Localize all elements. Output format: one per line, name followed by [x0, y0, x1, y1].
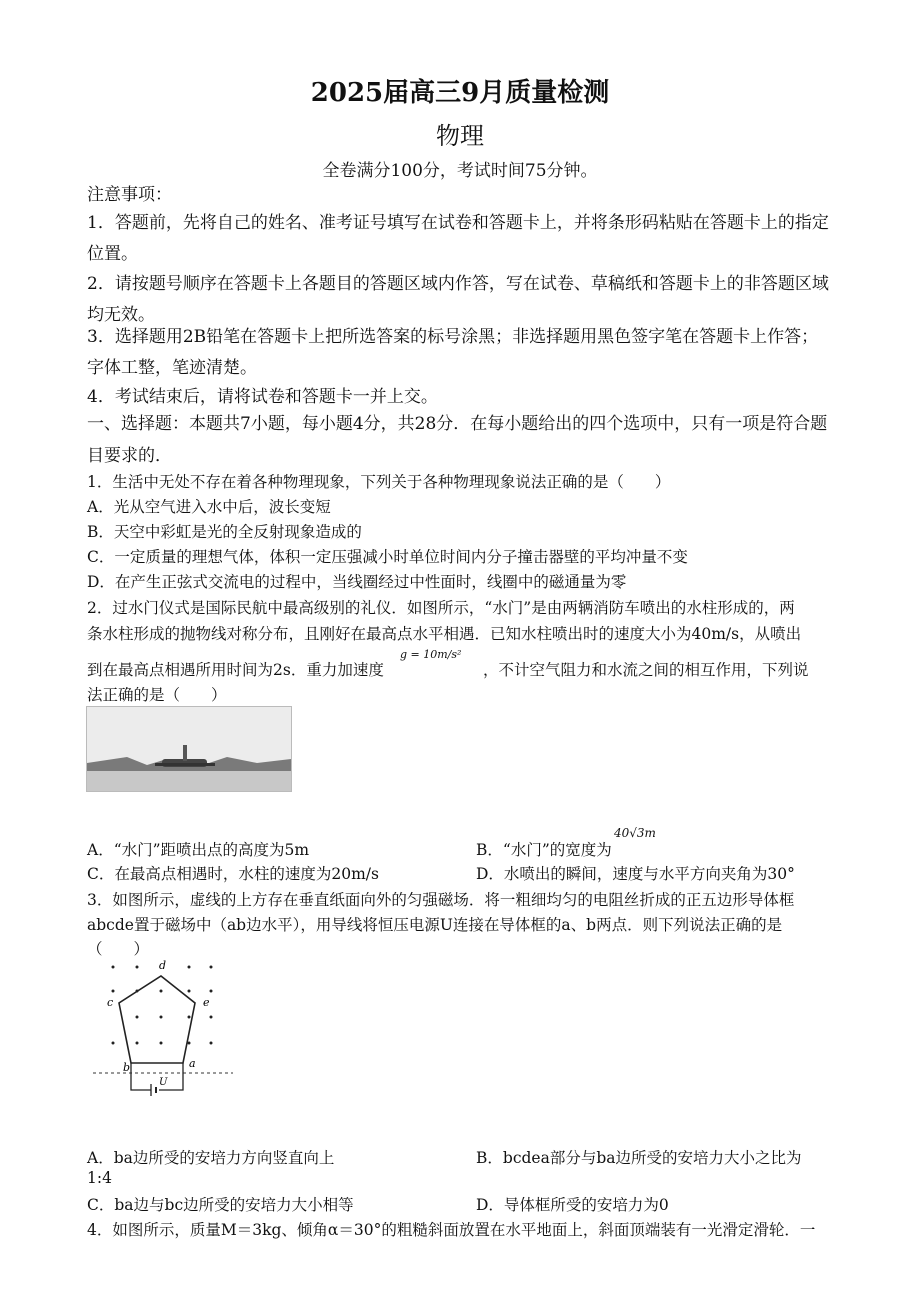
q2-option-c: C．在最高点相遇时，水柱的速度为20m/s — [87, 865, 379, 883]
notice-4: 4．考试结束后，请将试卷和答题卡一并上交。 — [87, 387, 438, 407]
section-heading: 一、选择题：本题共7小题，每小题4分，共28分．在每小题给出的四个选项中，只有一项是符合题目要求的． — [87, 414, 828, 466]
q4-line1: 4．如图所示，质量M＝3kg、倾角α＝30°的粗糙斜面放置在水平地面上，斜面顶端装有一光滑定滑轮．一 — [87, 1221, 816, 1239]
airplane-scene-illustration — [87, 707, 291, 791]
label-a: a — [189, 1057, 196, 1070]
q3-option-b: B．bcdea部分与ba边所受的安培力大小之比为 — [476, 1149, 802, 1167]
q3-option-c: C．ba边与bc边所受的安培力大小相等 — [87, 1196, 354, 1214]
exam-title: 2025届高三9月质量检测 — [310, 78, 610, 108]
q2-line3a: 到在最高点相遇所用时间为2s．重力加速度 — [87, 661, 384, 679]
q3-line1: 3．如图所示，虚线的上方存在垂直纸面向外的匀强磁场．将一粗细均匀的电阻丝折成的正五边形导体框 — [87, 891, 795, 909]
exam-info: 全卷满分100分，考试时间75分钟。 — [322, 161, 598, 181]
q3-line3: （ ） — [87, 940, 150, 958]
label-e: e — [203, 996, 210, 1009]
q2-line4: 法正确的是（ ） — [87, 686, 227, 704]
water-gate-photo — [86, 706, 292, 792]
label-d: d — [159, 959, 167, 972]
label-b: b — [123, 1061, 131, 1074]
notice-3: 3．选择题用2B铅笔在答题卡上把所选答案的标号涂黑；非选择题用黑色签字笔在答题卡上作答；字体工整，笔迹清楚。 — [87, 327, 819, 378]
q2-line1: 2．过水门仪式是国际民航中最高级别的礼仪．如图所示，“水门”是由两辆消防车喷出的水柱形成的，两 — [87, 599, 795, 617]
q3-option-d: D．导体框所受的安培力为0 — [476, 1196, 669, 1214]
q2-option-a: A．“水门”距喷出点的高度为5m — [87, 841, 310, 859]
q2-line3b: ，不计空气阻力和水流之间的相互作用，下列说 — [483, 661, 809, 679]
q3-line2: abcde置于磁场中（ab边水平），用导线将恒压电源U连接在导体框的a、b两点．则下列说法正确的是 — [87, 916, 783, 934]
q2-option-b: B．“水门”的宽度为 — [476, 841, 612, 859]
q1-option-b: B．天空中彩虹是光的全反射现象造成的 — [87, 523, 362, 541]
q1-option-c: C．一定质量的理想气体，体积一定压强减小时单位时间内分子撞击器壁的平均冲量不变 — [87, 548, 688, 566]
q1-stem: 1．生活中无处不存在着各种物理现象，下列关于各种物理现象说法正确的是（ ） — [87, 473, 671, 491]
q2-gravity-formula: g = 10m/s² — [400, 648, 462, 661]
notice-1: 1．答题前，先将自己的姓名、准考证号填写在试卷和答题卡上，并将条形码粘贴在答题卡上的指定位置。 — [87, 213, 829, 264]
q2-option-d: D．水喷出的瞬间，速度与水平方向夹角为30° — [476, 865, 795, 883]
label-u: U — [159, 1077, 168, 1088]
pentagon-diagram — [93, 955, 233, 1110]
notice-heading: 注意事项： — [87, 185, 172, 205]
label-c: c — [107, 996, 114, 1009]
q3-option-a: A．ba边所受的安培力方向竖直向上 — [87, 1149, 335, 1167]
q1-option-a: A．光从空气进入水中后，波长变短 — [87, 498, 331, 516]
q3-option-b-cont: 1:4 — [87, 1169, 112, 1187]
exam-subject: 物理 — [436, 122, 484, 150]
pentagon-circuit-figure — [93, 955, 233, 1110]
q2-option-b-formula: 40√3m — [614, 826, 656, 840]
notice-2: 2．请按题号顺序在答题卡上各题目的答题区域内作答，写在试卷、草稿纸和答题卡上的非答题区域均无效。 — [87, 274, 829, 325]
q2-line2: 条水柱形成的抛物线对称分布，且刚好在最高点水平相遇．已知水柱喷出时的速度大小为40m/s，从喷出 — [87, 625, 802, 643]
q1-option-d: D．在产生正弦式交流电的过程中，当线圈经过中性面时，线圈中的磁通量为零 — [87, 573, 627, 591]
